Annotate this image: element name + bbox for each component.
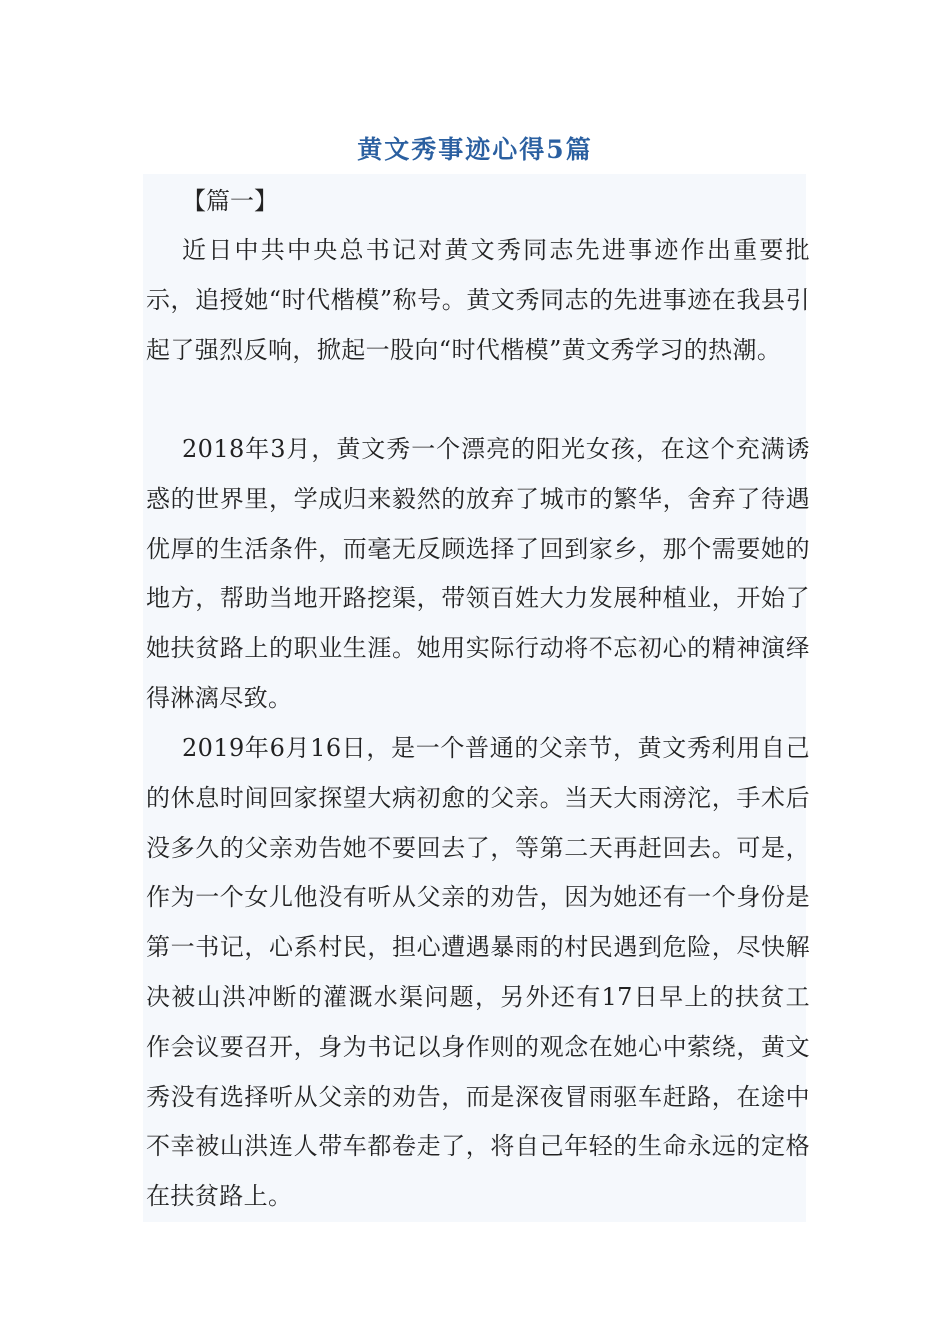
paragraph-3: 2019年6月16日，是一个普通的父亲节，黄文秀利用自己的休息时间回家探望大病初愈的父亲。当天大雨滂沱，手术后没多久的父亲劝告她不要回去了，等第二天再赶回去。可是，作为一个女儿他没有听从父亲的劝告，因为她还有一个身份是第一书记，心系村民，担心遭遇暴雨的村民遇到危险，尽快解决被山洪冲断的灌溉水渠问题，另外还有17日早上的扶贫工作会议要召开，身为书记以身作则的观念在她心中萦绕，黄文秀没有选择听从父亲的劝告，而是深夜冒雨驱车赶路，在途中不幸被山洪连人带车都卷走了，将自己年轻的生命永远的定格在扶贫路上。 — [146, 734, 810, 1211]
paragraph-1: 近日中共中央总书记对黄文秀同志先进事迹作出重要批示，追授她“时代楷模”称号。黄文秀同志的先进事迹在我县引起了强烈反响，掀起一股向“时代楷模”黄文秀学习的热潮。 — [146, 236, 810, 364]
paragraph-2: 2018年3月，黄文秀一个漂亮的阳光女孩，在这个充满诱惑的世界里，学成归来毅然的放弃了城市的繁华，舍弃了待遇优厚的生活条件，而毫无反顾选择了回到家乡，那个需要她的地方，帮助当地开路挖渠，带领百姓大力发展种植业，开始了她扶贫路上的职业生涯。她用实际行动将不忘初心的精神演绎得淋漓尽致。 — [146, 435, 810, 712]
document-title: 黄文秀事迹心得5篇 — [357, 135, 593, 164]
section-heading: 【篇一】 — [182, 187, 278, 215]
